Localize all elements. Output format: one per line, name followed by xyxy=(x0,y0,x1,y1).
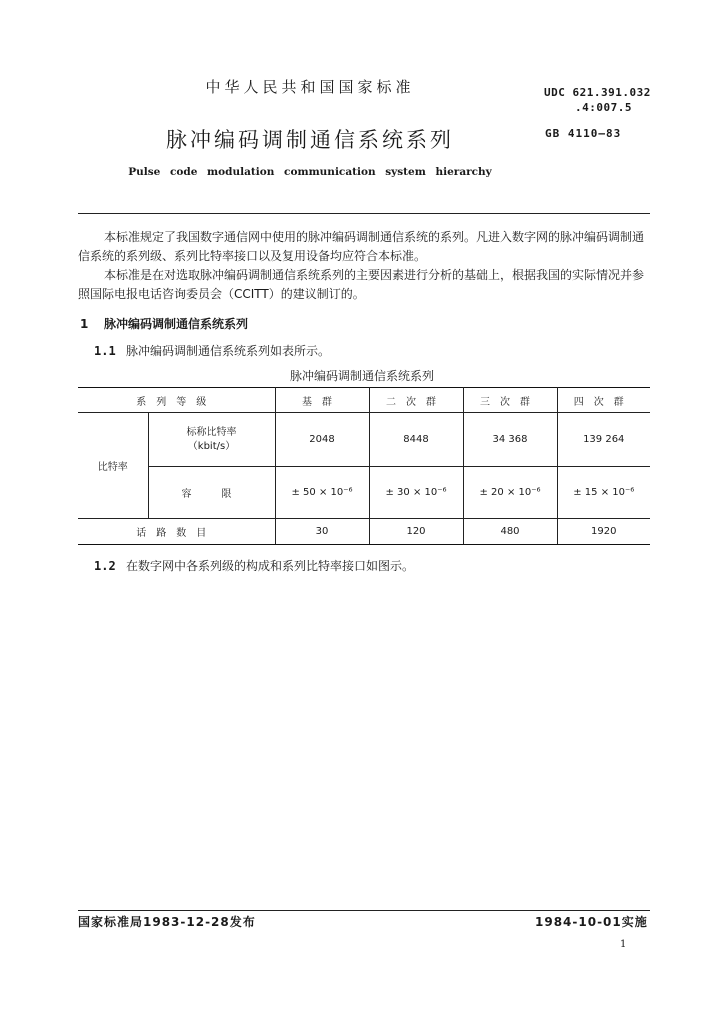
table-header-col: 三次群 xyxy=(463,388,557,413)
standard-number: GB 4110—83 xyxy=(545,127,622,140)
clause-1-1 xyxy=(94,342,330,359)
udc-code-line1: UDC 621.391.032 xyxy=(544,86,651,99)
nominal-bitrate-label xyxy=(148,413,275,467)
table-cell: ± 15 × 10⁻⁶ xyxy=(557,467,650,519)
document-title-english: Pulse code modulation communication system hierarchy xyxy=(128,166,492,178)
clause-1-2 xyxy=(94,557,414,574)
table-header-col: 基群 xyxy=(275,388,369,413)
document-title: 脉冲编码调制通信系统系列 xyxy=(166,128,454,152)
table-cell: 480 xyxy=(463,519,557,545)
tolerance-label: 容 限 xyxy=(148,467,275,519)
hierarchy-table xyxy=(78,387,650,545)
table-header-col: 二次群 xyxy=(369,388,463,413)
nominal-bitrate-label-line1: 标称比特率 xyxy=(186,426,237,438)
section-1-heading xyxy=(80,315,248,332)
table-cell: 34 368 xyxy=(463,413,557,467)
issue-date: 国家标准局1983-12-28发布 xyxy=(78,915,256,929)
clause-number: 1.1 xyxy=(94,344,116,358)
clause-text: 在数字网中各系列级的构成和系列比特率接口如图示。 xyxy=(126,559,415,573)
issuing-organization: 中华人民共和国国家标准 xyxy=(205,78,415,96)
table-header-level: 系列等级 xyxy=(78,388,275,413)
footer-divider xyxy=(78,910,650,911)
udc-code-line2: .4:007.5 xyxy=(575,101,632,114)
section-number: 1 xyxy=(80,317,89,331)
bitrate-group-label: 比特率 xyxy=(78,413,148,519)
table-header-col: 四次群 xyxy=(557,388,650,413)
channel-count-label: 话路数目 xyxy=(78,519,275,545)
intro-paragraph-2: 本标准是在对选取脉冲编码调制通信系统系列的主要因素进行分析的基础上，根据我国的实际情况并参照国际电报电话咨询委员会（CCITT）的建议制订的。 xyxy=(78,268,645,301)
table-cell: ± 50 × 10⁻⁶ xyxy=(275,467,369,519)
table-cell: ± 20 × 10⁻⁶ xyxy=(463,467,557,519)
table-cell: 30 xyxy=(275,519,369,545)
page-number: 1 xyxy=(620,939,627,950)
table-cell: 8448 xyxy=(369,413,463,467)
table-cell: ± 30 × 10⁻⁶ xyxy=(369,467,463,519)
table-cell: 2048 xyxy=(275,413,369,467)
intro-paragraph-1: 本标准规定了我国数字通信网中使用的脉冲编码调制通信系统的系列。凡进入数字网的脉冲编码调制通信系统的系列级、系列比特率接口以及复用设备均应符合本标准。 xyxy=(78,230,645,263)
table-cell: 1920 xyxy=(557,519,650,545)
clause-text: 脉冲编码调制通信系统系列如表所示。 xyxy=(126,344,331,358)
header-divider xyxy=(78,213,650,214)
effective-date: 1984-10-01实施 xyxy=(535,915,648,929)
table-cell: 139 264 xyxy=(557,413,650,467)
section-title: 脉冲编码调制通信系统系列 xyxy=(104,317,249,331)
clause-number: 1.2 xyxy=(94,559,116,573)
table-cell: 120 xyxy=(369,519,463,545)
table-caption: 脉冲编码调制通信系统系列 xyxy=(289,369,434,383)
nominal-bitrate-label-line2: （kbit/s） xyxy=(187,440,236,452)
